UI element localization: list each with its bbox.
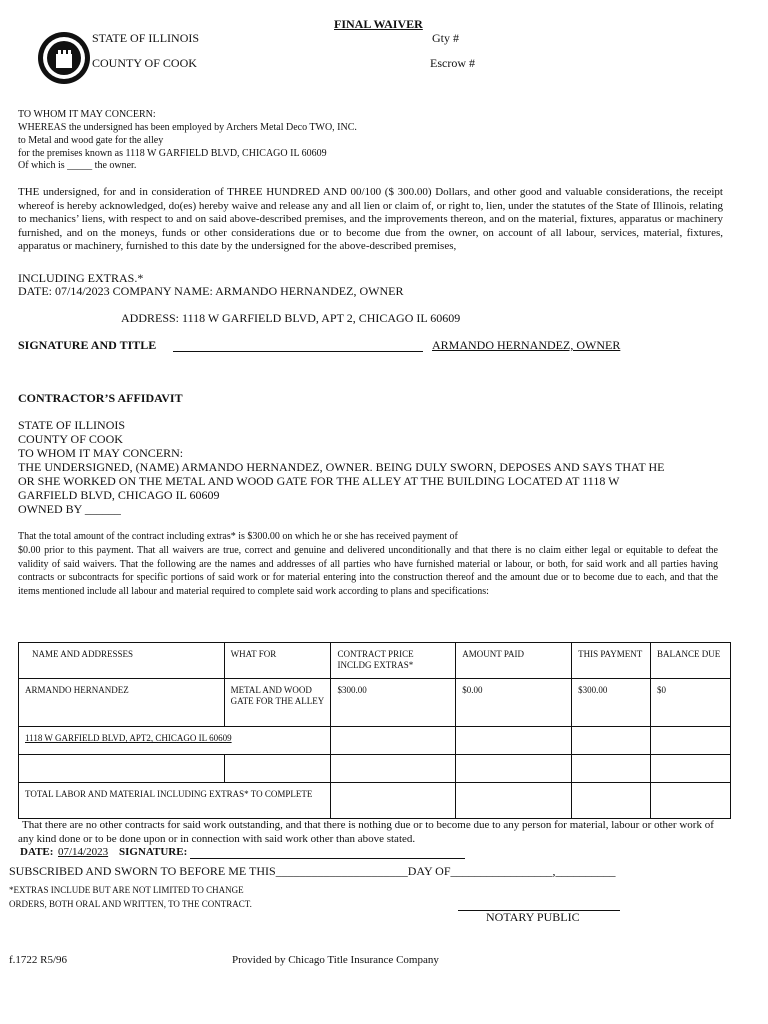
cell-this-payment: $300.00 bbox=[572, 679, 651, 727]
county-label: COUNTY OF COOK bbox=[92, 56, 197, 70]
affidavit-heading: CONTRACTOR’S AFFIDAVIT bbox=[18, 391, 183, 405]
affidavit-sworn-1: THE UNDERSIGNED, (NAME) ARMANDO HERNANDEZ, OWNER. BEING DULY SWORN, DEPOSES AND SAYS THAT HE bbox=[18, 460, 665, 474]
date-company-line: DATE: 07/14/2023 COMPANY NAME: ARMANDO HERNANDEZ, OWNER bbox=[18, 284, 404, 298]
extras-note-1: *EXTRAS INCLUDE BUT ARE NOT LIMITED TO CHANGE bbox=[9, 885, 244, 895]
work-line: to Metal and wood gate for the alley bbox=[18, 135, 164, 146]
footer-date-value: 07/14/2023 bbox=[58, 846, 109, 858]
waiver-body: THE undersigned, for and in consideration of THREE HUNDRED AND 00/100 ($ 300.00) Dollars, and other good and valuable considerations, the receipt whereof is hereby acknowledged, do(es) hereby waive and release any and all lien or claim of, or right to, lien, under the statutes of the State of Illinois, relating to mechanics’ liens, with respect to and on said above-described premises, and the improvements thereon, and on the material, fixtures, apparatus or machinery furnished, and on the moneys, funds or other considerations due or to become due from the owner, on account of all labour, services, material, fixtures, apparatus or machinery, furnished to this date by the undersigned for the above-described premises, bbox=[18, 186, 723, 252]
affidavit-body: $0.00 prior to this payment. That all waivers are true, correct and genuine and delivered unconditionally and that there is no claim either legal or equitable to defeat the validity of said waivers. That the following are the names and addresses of all parties who have furnished material or labour, or both, for said work and all parties having contracts or subcontracts for specific portions of said work or for material entering into the construction thereof and the amount due or to become due to each, and that the items mentioned include all labour and material required to complete said work according to plans and specifications: bbox=[18, 545, 718, 597]
to-whom-line: TO WHOM IT MAY CONCERN: bbox=[18, 109, 156, 120]
extras-note-2: ORDERS, BOTH ORAL AND WRITTEN, TO THE CONTRACT. bbox=[9, 899, 252, 909]
notary-label: NOTARY PUBLIC bbox=[486, 910, 580, 924]
header-amount-paid: AMOUNT PAID bbox=[456, 643, 572, 679]
affidavit-owned-by: OWNED BY ______ bbox=[18, 502, 121, 516]
header-contract-price: CONTRACT PRICE INCLDG EXTRAS* bbox=[331, 643, 456, 679]
header-this-payment: THIS PAYMENT bbox=[572, 643, 651, 679]
whereas-line: WHEREAS the undersigned has been employed by Archers Metal Deco TWO, INC. bbox=[18, 122, 357, 133]
header-name: NAME AND ADDRESSES bbox=[19, 643, 225, 679]
header-what-for: WHAT FOR bbox=[224, 643, 331, 679]
owner-line: Of which is _____ the owner. bbox=[18, 160, 137, 171]
castle-icon bbox=[38, 32, 90, 84]
total-amount-line: That the total amount of the contract including extras* is $300.00 on which he or she has received payment of bbox=[18, 531, 458, 542]
signature-line bbox=[173, 338, 423, 352]
table-total-row bbox=[19, 783, 731, 819]
no-other-contracts: That there are no other contracts for said work outstanding, and that there is nothing due or to become due to any person for material, labour or other work of any kind done or to be done upon or in connection with said work other than above stated. bbox=[18, 819, 714, 845]
footer-date-label: DATE: bbox=[20, 846, 54, 858]
footer-signature-label: SIGNATURE: bbox=[119, 846, 188, 858]
affidavit-county: COUNTY OF COOK bbox=[18, 432, 123, 446]
waiver-address: ADDRESS: 1118 W GARFIELD BLVD, APT 2, CHICAGO IL 60609 bbox=[121, 311, 461, 325]
table-row bbox=[19, 755, 731, 783]
signature-title-value: ARMANDO HERNANDEZ, OWNER bbox=[432, 338, 621, 352]
cell-what-for: METAL AND WOOD GATE FOR THE ALLEY bbox=[224, 679, 331, 727]
table-row bbox=[19, 679, 731, 727]
form-number: f.1722 R5/96 bbox=[9, 954, 68, 966]
table-header-row bbox=[19, 643, 731, 679]
cell-address: 1118 W GARFIELD BLVD, APT2, CHICAGO IL 60609 bbox=[19, 727, 331, 755]
affidavit-state: STATE OF ILLINOIS bbox=[18, 418, 126, 432]
affidavit-sworn-2: OR SHE WORKED ON THE METAL AND WOOD GATE FOR THE ALLEY AT THE BUILDING LOCATED AT 1118 W bbox=[18, 474, 620, 488]
header-balance-due: BALANCE DUE bbox=[651, 643, 731, 679]
provided-by: Provided by Chicago Title Insurance Company bbox=[232, 954, 439, 966]
document-title: FINAL WAIVER bbox=[334, 17, 423, 31]
cell-name: ARMANDO HERNANDEZ bbox=[19, 679, 225, 727]
footer-signature-line bbox=[190, 846, 465, 859]
subscribed-line: SUBSCRIBED AND SWORN TO BEFORE ME THIS______________________DAY OF_________________,__________ bbox=[9, 864, 616, 878]
state-label: STATE OF ILLINOIS bbox=[92, 31, 200, 45]
escrow-label: Escrow # bbox=[430, 56, 475, 70]
including-extras: INCLUDING EXTRAS.* bbox=[18, 271, 144, 285]
gty-label: Gty # bbox=[432, 31, 459, 45]
chicago-title-logo bbox=[38, 32, 90, 84]
signature-title-label: SIGNATURE AND TITLE bbox=[18, 338, 157, 352]
affidavit-sworn-3: GARFIELD BLVD, CHICAGO IL 60609 bbox=[18, 488, 220, 502]
cell-contract-price: $300.00 bbox=[331, 679, 456, 727]
cell-balance-due: $0 bbox=[651, 679, 731, 727]
table-row bbox=[19, 727, 731, 755]
cell-total-label: TOTAL LABOR AND MATERIAL INCLUDING EXTRAS* TO COMPLETE bbox=[19, 783, 331, 819]
contractor-table bbox=[18, 642, 731, 819]
cell-amount-paid: $0.00 bbox=[456, 679, 572, 727]
premises-line: for the premises known as 1118 W GARFIELD BLVD, CHICAGO IL 60609 bbox=[18, 148, 327, 159]
affidavit-to-whom: TO WHOM IT MAY CONCERN: bbox=[18, 446, 184, 460]
